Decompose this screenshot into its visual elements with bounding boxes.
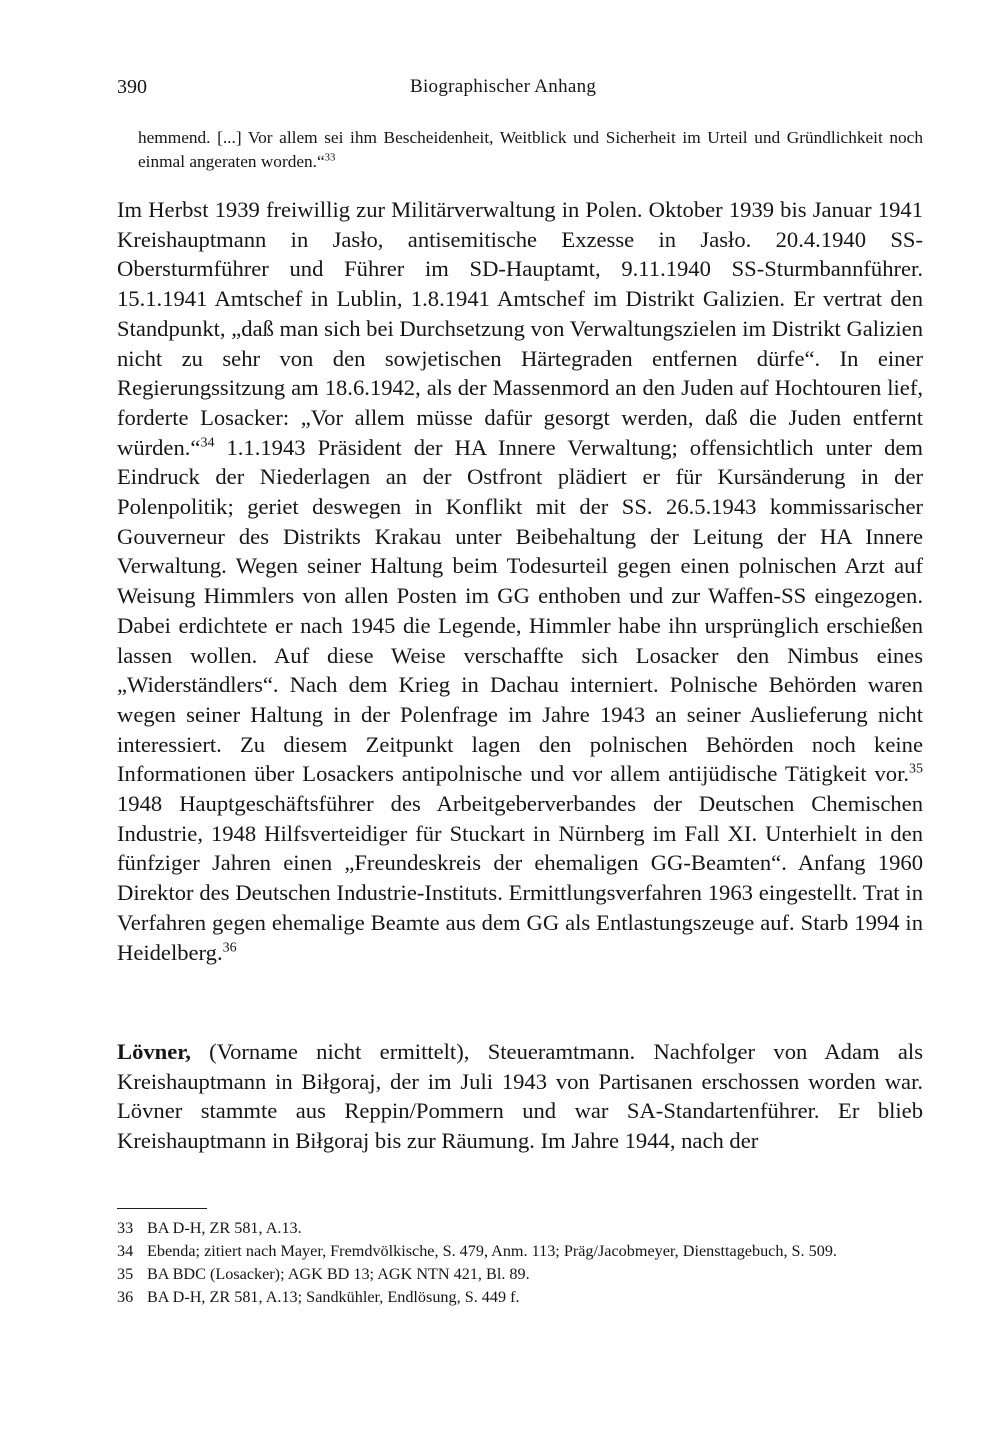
footnote-number: 35 [117,1265,134,1283]
page-header [117,76,923,102]
paragraph-segment: Im Herbst 1939 freiwillig zur Militärverwaltung in Polen. Oktober 1939 bis Januar 1941 Kreishauptmann in Jasło, antisemitische Exzesse in Jasło. 20.4.1940 SS-Obersturmführer und Führer im SD-Hauptamt, 9.11.1940 SS-Sturmbannführer. 15.1.1941 Amtschef in Lublin, 1.8.1941 Amtschef im Distrikt Galizien. Er vertrat den Standpunkt, „daß man sich bei Durchsetzung von Verwaltungszielen im Distrikt Galizien nicht zu sehr von den sowjetischen Härtegraden entfernen dürfe“. In einer Regierungssitzung am 18.6.1942, als der Massenmord an den Juden auf Hochtouren lief, forderte Losacker: „Vor allem müsse dafür gesorgt werden, daß die Juden entfernt würden.“ [117,197,923,460]
footnote-ref-36: 36 [222,939,237,955]
footnote [117,1264,923,1285]
quote-text: hemmend. [...] Vor allem sei ihm Bescheidenheit, Weitblick und Sicherheit im Urteil und Gründlichkeit noch einmal angeraten worden.“ [138,128,923,171]
paragraph-losacker [117,195,923,967]
footnote-text: BA BDC (Losacker); AGK BD 13; AGK NTN 421, Bl. 89. [147,1265,530,1283]
footnote [117,1287,923,1308]
footnote-divider [117,1208,207,1209]
footnote [117,1218,923,1239]
footnote-number: 33 [117,1219,134,1237]
footnote-text: Ebenda; zitiert nach Mayer, Fremdvölkische, S. 479, Anm. 113; Präg/Jacobmeyer, Diensttagebuch, S. 509. [147,1242,837,1260]
footnotes [117,1218,923,1310]
paragraph-segment: 1.1.1943 Präsident der HA Innere Verwaltung; offensichtlich unter dem Eindruck der Niederlagen an der Ostfront plädiert er für Kursänderung in der Polenpolitik; geriet deswegen in Konflikt mit der SS. 26.5.1943 kommissarischer Gouverneur des Distrikts Krakau unter Beibehaltung der Leitung der HA Innere Verwaltung. Wegen seiner Haltung beim Todesurteil gegen einen polnischen Arzt auf Weisung Himmlers von allen Posten im GG enthoben und zur Waffen-SS eingezogen. Dabei erdichtete er nach 1945 die Legende, Himmler habe ihn ursprünglich erschießen lassen wollen. Auf diese Weise verschaffte sich Losacker den Nimbus eines „Widerständlers“. Nach dem Krieg in Dachau interniert. Polnische Behörden waren wegen seiner Haltung in der Polenfrage im Jahre 1943 an seiner Auslieferung nicht interessiert. Zu diesem Zeitpunkt lagen den polnischen Behörden noch keine Informationen über Losackers antipolnische und vor allem antijüdische Tätigkeit vor. [117,434,923,787]
footnote-text: BA D-H, ZR 581, A.13. [147,1219,302,1237]
block-quote [138,126,923,174]
footnote-text: BA D-H, ZR 581, A.13; Sandkühler, Endlösung, S. 449 f. [147,1288,520,1306]
page-number: 390 [117,76,147,98]
footnote-ref-33: 33 [324,151,336,164]
footnote-ref-34: 34 [200,434,215,450]
paragraph-segment: (Vorname nicht ermittelt), Steueramtmann. Nachfolger von Adam als Kreishauptmann in Biłgoraj, der im Juli 1943 von Partisanen erschossen worden war. Lövner stammte aus Reppin/Pommern und war SA-Standartenführer. Er blieb Kreishauptmann in Biłgoraj bis zur Räumung. Im Jahre 1944, nach der [117,1039,923,1154]
paragraph-segment: 1948 Hauptgeschäftsführer des Arbeitgeberverbandes der Deutschen Chemischen Industrie, 1948 Hilfsverteidiger für Stuckart in Nürnberg im Fall XI. Unterhielt in den fünfziger Jahren einen „Freundeskreis der ehemaligen GG-Beamten“. Anfang 1960 Direktor des Deutschen Industrie-Instituts. Ermittlungsverfahren 1963 eingestellt. Trat in Verfahren gegen ehemalige Beamte aus dem GG als Entlastungszeuge auf. Starb 1994 in Heidelberg. [117,791,923,965]
entry-name: Lövner, [117,1039,191,1064]
footnote-number: 36 [117,1288,134,1306]
running-head: Biographischer Anhang [410,76,597,97]
footnote [117,1241,923,1262]
footnote-ref-35: 35 [909,761,923,777]
paragraph-loevner [117,1037,923,1156]
footnote-number: 34 [117,1242,134,1260]
